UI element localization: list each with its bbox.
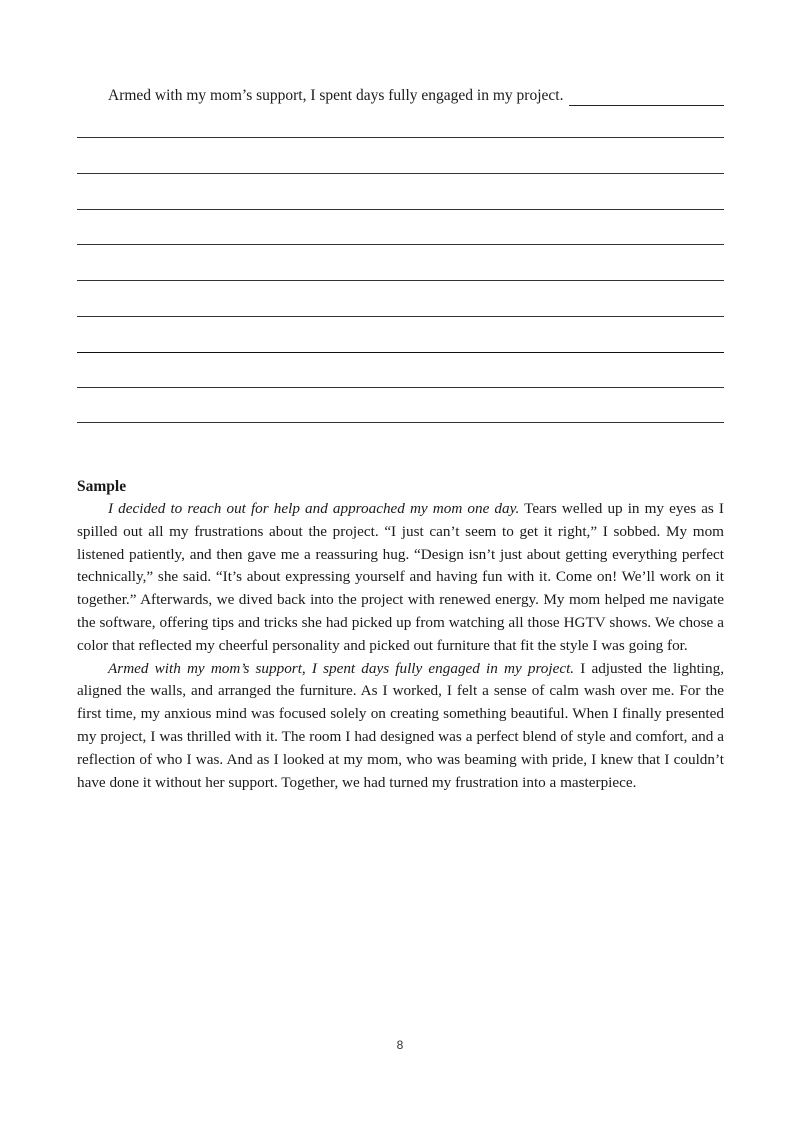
answer-line[interactable]	[77, 422, 724, 423]
answer-line[interactable]	[77, 137, 724, 138]
prompt-opening-sentence: Armed with my mom’s support, I spent days fully engaged in my project.	[108, 87, 564, 104]
answer-line[interactable]	[77, 316, 724, 317]
paragraph-2-lead-sentence: Armed with my mom’s support, I spent days fully engaged in my project.	[108, 659, 575, 677]
sample-heading: Sample	[77, 478, 127, 495]
answer-line[interactable]	[77, 244, 724, 245]
page-number: 8	[396, 1038, 404, 1052]
paragraph-2-body: I adjusted the lighting, aligned the walls, and arranged the furniture. As I worked, I felt a sense of calm wash over me. For the first time, my anxious mind was focused solely on creating something beautiful. When I finally presented my project, I was thrilled with it. The room I had designed was a perfect blend of style and comfort, and a reflection of who I was. And as I looked at my mom, who was beaming with pride, I knew that I couldn’t have done it without her support. Together, we had turned my frustration into a masterpiece.	[77, 659, 724, 791]
answer-line[interactable]	[77, 173, 724, 174]
answer-line[interactable]	[77, 352, 724, 353]
sample-answer	[77, 476, 724, 794]
paragraph-1-lead-sentence: I decided to reach out for help and approached my mom one day.	[108, 500, 520, 517]
answer-line[interactable]	[77, 209, 724, 210]
answer-line[interactable]	[77, 387, 724, 388]
sample-paragraph-1	[77, 498, 724, 658]
sample-paragraph-2	[77, 658, 724, 795]
writing-prompt	[108, 86, 724, 106]
prompt-answer-blank[interactable]	[569, 89, 724, 106]
answer-line[interactable]	[77, 280, 724, 281]
paragraph-1-body: Tears welled up in my eyes as I spilled out all my frustrations about the project. “I just can’t seem to get it right,” I sobbed. My mom listened patiently, and then gave me a reassuring hug. “Design isn’t just about getting everything perfect technically,” she said. “It’s about expressing yourself and having fun with it. Come on! We’ll work on it together.” Afterwards, we dived back into the project with renewed energy. My mom helped me navigate the software, offering tips and tricks she had picked up from watching all those HGTV shows. We chose a color that reflected my cheerful personality and picked out furniture that fit the style I was going for.	[77, 500, 724, 654]
